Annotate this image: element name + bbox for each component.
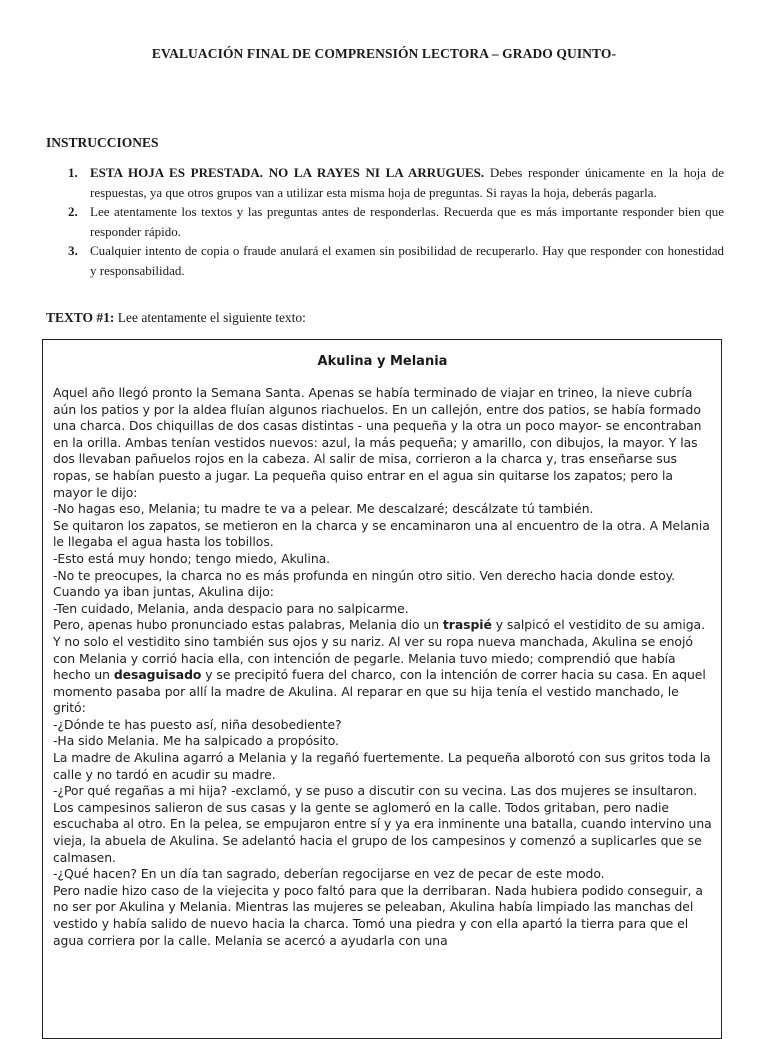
story-paragraph: Pero, apenas hubo pronunciado estas palabras, Melania dio un traspié y salpicó el vestidito de su amiga. Y no solo el vestidito sino también sus ojos y su nariz. Al ver su ropa nueva manchada, Akulina se enojó con Melania y corrió hacia ella, con intención de pegarle. Melania tuvo miedo; comprendió que había hecho un desaguisado y se precipitó fuera del charco, con la intención de correr hacia su casa. En aquel momento pasaba por allí la madre de Akulina. Al reparar en que su hija tenía el vestido manchado, le gritó:: [53, 617, 706, 716]
story-title: Akulina y Melania: [317, 354, 448, 369]
text1-instruction: Lee atentamente el siguiente texto:: [114, 310, 306, 325]
story-box: [42, 339, 722, 1039]
text1-heading: [46, 310, 306, 326]
page-title: EVALUACIÓN FINAL DE COMPRENSIÓN LECTORA – GRADO QUINTO-: [151, 46, 617, 61]
story-paragraph: -¿Dónde te has puesto así, niña desobediente?: [53, 716, 342, 732]
story-paragraph: -No hagas eso, Melania; tu madre te va a pelear. Me descalzaré; descálzate tú también.: [53, 501, 594, 517]
story-paragraph: Pero nadie hizo caso de la viejecita y poco faltó para que la derribaran. Nada hubiera podido conseguir, a no ser por Akulina y Melania. Mientras las mujeres se peleaban, Akulina había limpiado las manchas del vestido y había salido de nuevo hacia la charca. Tomó una piedra y con ella apartó la tierra para que el agua corriera por la calle. Melania se acercó a ayudarla con una: [53, 882, 703, 948]
story-paragraph: La madre de Akulina agarró a Melania y la regañó fuertemente. La pequeña alborotó con sus gritos toda la calle y no tardó en acudir su madre.: [53, 750, 711, 782]
story-paragraph: Se quitaron los zapatos, se metieron en la charca y se encaminaron una al encuentro de la otra. A Melania le llegaba el agua hasta los tobillos.: [53, 517, 710, 550]
instruction-item-2: [46, 202, 724, 241]
instruction-item-3: [46, 241, 724, 280]
story-paragraph: -¿Por qué regañas a mi hija? -exclamó, y se puso a discutir con su vecina. Las dos mujeres se insultaron. Los campesinos salieron de sus casas y la gente se aglomeró en la calle. Todos gritaban, pero nadie escuchaba al otro. En la pelea, se empujaron entre sí y ya era inminente una batalla, cuando intervino una vieja, la abuela de Akulina. Se adelantó hacia el grupo de los campesinos y comenzó a suplicarles que se calmasen.: [53, 783, 712, 865]
instruction-text: Debes responder únicamente en la hoja de respuestas, ya que otros grupos van a utilizar esta misma hoja de preguntas. Si rayas la hoja, deberás pagarla.: [90, 165, 724, 200]
story-paragraph: Cuando ya iban juntas, Akulina dijo:: [53, 584, 274, 600]
vocab-word-desaguisado: desaguisado: [113, 667, 202, 683]
instruction-number: 2.: [68, 204, 78, 219]
story-body: [53, 385, 712, 949]
vocab-word-traspie: traspié: [442, 617, 492, 633]
story-paragraph: -Ten cuidado, Melania, anda despacio para no salpicarme.: [53, 600, 409, 616]
instruction-number: 3.: [68, 243, 78, 258]
instruction-bold-text: ESTA HOJA ES PRESTADA. NO LA RAYES NI LA ARRUGUES.: [90, 165, 485, 180]
instructions-heading: INSTRUCCIONES: [46, 135, 159, 150]
instruction-text: Cualquier intento de copia o fraude anulará el examen sin posibilidad de recuperarlo. Hay que responder con honestidad y responsabilidad.: [90, 243, 724, 278]
instruction-number: 1.: [68, 165, 78, 180]
story-paragraph: -¿Qué hacen? En un día tan sagrado, deberían regocijarse en vez de pecar de este modo.: [53, 866, 605, 882]
instruction-text: Lee atentamente los textos y las preguntas antes de responderlas. Recuerda que es más importante responder bien que responder rápido.: [90, 204, 724, 239]
instruction-item-1: [46, 163, 724, 202]
story-paragraph: -No te preocupes, la charca no es más profunda en ningún otro sitio. Ven derecho hacia donde estoy.: [53, 567, 676, 583]
text1-label: TEXTO #1:: [46, 310, 115, 325]
story-paragraph: Aquel año llegó pronto la Semana Santa. Apenas se había terminado de viajar en trineo, la nieve cubría aún los patios y por la aldea fluían algunos riachuelos. En un callejón, entre dos patios, se había formado una charca. Dos chiquillas de dos casas distintas - una pequeña y la otra un poco mayor- se encontraban en la orilla. Ambas tenían vestidos nuevos: azul, la más pequeña; y amarillo, con dibujos, la mayor. Y las dos llevaban pañuelos rojos en la cabeza. Al salir de misa, corrieron a la charca y, tras enseñarse sus ropas, se habían puesto a jugar. La pequeña quiso entrar en el agua sin quitarse los zapatos; pero la mayor le dijo:: [53, 385, 702, 500]
instructions-list: [46, 163, 724, 280]
story-paragraph: -Esto está muy hondo; tengo miedo, Akulina.: [53, 550, 331, 566]
story-paragraph: -Ha sido Melania. Me ha salpicado a propósito.: [53, 733, 339, 749]
